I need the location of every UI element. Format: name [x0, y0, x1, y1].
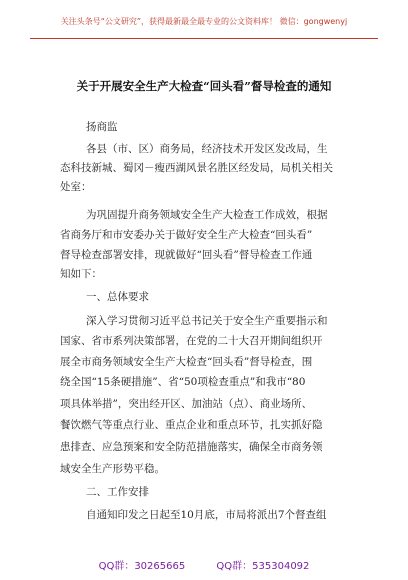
- top-banner: 关注头条号“公文研究”，获得最新最全最专业的公文资料库！ 微信：gongwenyj: [60, 17, 348, 26]
- body-line: 展全市商务领域安全生产大检查“回头看”督导检查，围: [60, 356, 313, 368]
- body-line: 餐饮燃气等重点行业、重点企业和重点环节，扎实抓好隐: [60, 419, 323, 431]
- footer-contacts: [0, 557, 408, 572]
- body-line: 项具体举措”，突出经开区、加油站（点）、商业场所、: [60, 398, 313, 410]
- body-line: 国家、省市系列决策部署，在党的二十大召开期间组织开: [60, 335, 323, 347]
- section-heading: 一、总体要求: [86, 291, 149, 303]
- qq-group-1: QQ群：30265665: [98, 561, 186, 572]
- body-line: 患排查、应急预案和安全防范措施落实，确保全市商务领: [60, 441, 323, 453]
- body-line: 扬商监: [86, 121, 118, 133]
- body-line: 自通知印发之日起至10月底，市局将派出7个督查组: [86, 509, 327, 521]
- body-line: 态科技新城、蜀冈－瘦西湖风景名胜区经发局，局机关相关: [60, 162, 333, 174]
- body-line: 处室：: [60, 181, 92, 193]
- body-line: 为巩固提升商务领域安全生产大检查工作成效，根据: [86, 209, 328, 221]
- document-title: 关于开展安全生产大检查“回头看”督导检查的通知: [76, 79, 332, 93]
- body-line: 深入学习贯彻习近平总书记关于安全生产重要指示和: [86, 315, 328, 327]
- banner-divider: [30, 38, 378, 39]
- body-line: 知如下：: [60, 268, 102, 280]
- body-line: 督导检查部署安排，现就做好“回头看”督导检查工作通: [60, 249, 313, 261]
- body-line: 绕全国“15条硬措施”、省“50项检查重点”和我市“80: [60, 376, 306, 388]
- qq-group-2: QQ群：535304092: [216, 561, 310, 572]
- body-line: 各县（市、区）商务局，经济技术开发区发改局，生: [86, 143, 328, 155]
- section-heading: 二、工作安排: [86, 486, 149, 498]
- body-line: 省商务厅和市安委办关于做好安全生产大检查“回头看”: [60, 229, 313, 241]
- body-line: 域安全生产形势平稳。: [60, 463, 165, 475]
